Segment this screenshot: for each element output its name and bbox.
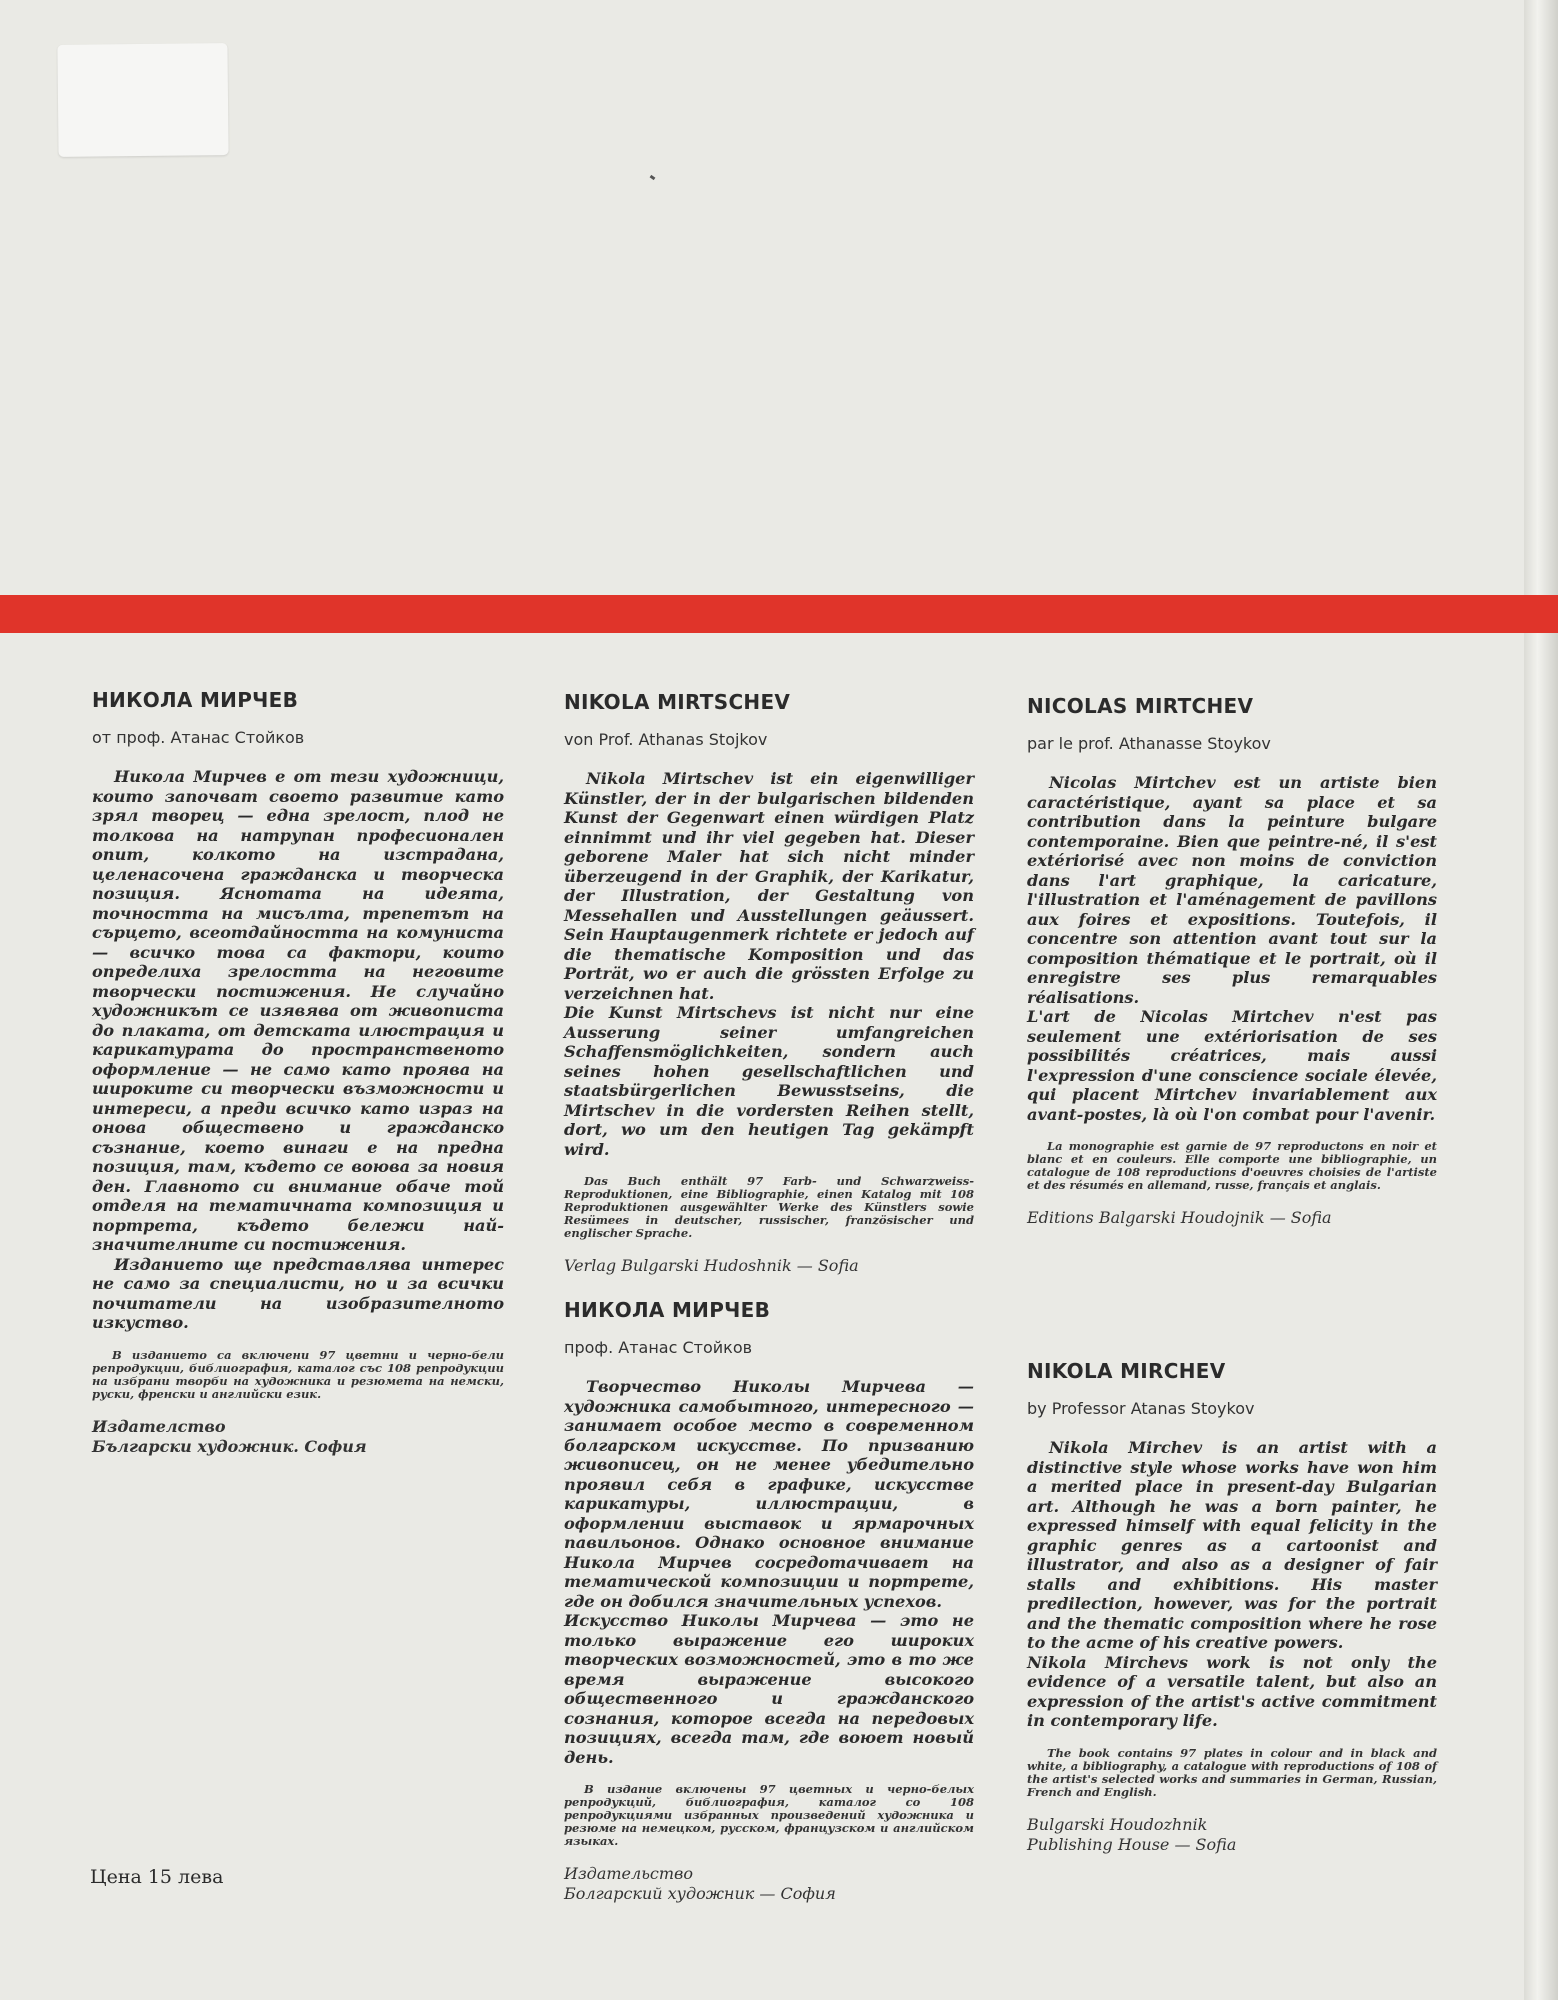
- french-paragraph-1: Nicolas Mirtchev est un artiste bien caractéristique, ayant sa place et sa contribution dans la peinture bulgare contemporaine. Bien que peintre-né, il s'est extériorisé avec non moins de conviction dans l'art graphique, la caricature, l'illustration et l'aménagement de pavillons aux foires et expositions. Toutefois, il concentre son attention avant tout sur la composition thématique et le portrait, où il enregistre ses plus remarquables réalisations.: [1027, 773, 1437, 1007]
- ink-speck: [650, 175, 656, 180]
- german-paragraph-1: Nikola Mirtschev ist ein eigenwilliger Künstler, der in der bulgarischen bildenden Kunst der Gegenwart einen würdigen Platz einnimmt und ihr viel gegeben hat. Dieser geborene Maler hat sich nicht minder überzeugend in der Graphik, der Karikatur, der Illustration, der Gestaltung von Messehallen und Ausstellungen geäussert. Sein Hauptaugenmerk richtete er jedoch auf die thematische Komposition und das Porträt, wo er auch die grössten Erfolge zu verzeichnen hat.: [564, 769, 974, 1003]
- bulgarian-author: от проф. Атанас Стойков: [92, 728, 305, 747]
- russian-section: [564, 1298, 974, 1904]
- french-note: La monographie est garnie de 97 reproductons en noir et blanc et en couleurs. Elle comporte une bibliographie, un catalogue de 108 reproductions d'oeuvres choisies de l'artiste et des résumés en allemand, russe, français et anglais.: [1027, 1139, 1437, 1192]
- russian-paragraph-1: Творчество Николы Мирчева — художника самобытного, интересного — занимает особое место в современном болгарском искусстве. По призванию живописец, он не менее убедительно проявил себя в графике, искусстве карикатуры, иллюстрации, в оформлении выставок и ярмарочных павильонов. Однако основное внимание Никола Мирчев сосредотачивает на тематической композиции и портрете, где он добился значительных успехов.: [564, 1377, 974, 1611]
- bulgarian-paragraph-2: Изданието ще представлява интерес не само за специалисти, но и за всички почитатели на изобразителното изкуство.: [92, 1254, 504, 1332]
- english-author: by Professor Atanas Stoykov: [1027, 1399, 1255, 1418]
- english-section: [1027, 1359, 1437, 1855]
- german-publisher: Verlag Bulgarski Hudoshnik — Sofia: [564, 1256, 859, 1275]
- price-label: Цена 15 лева: [90, 1866, 224, 1888]
- paper-sticker: [57, 43, 228, 157]
- russian-publisher: Издательство Болгарский художник — София: [564, 1864, 836, 1903]
- english-publisher: Bulgarski Houdozhnik Publishing House — Sofia: [1027, 1814, 1237, 1854]
- russian-title: НИКОЛА МИРЧЕВ: [564, 1298, 771, 1322]
- french-publisher: Editions Balgarski Houdojnik — Sofia: [1027, 1208, 1332, 1227]
- bulgarian-section: [92, 688, 504, 1457]
- english-title: NIKOLA MIRCHEV: [1027, 1359, 1226, 1383]
- russian-paragraph-2: Искусство Николы Мирчева — это не только выражение его широких творческих возможностей, это в то же время выражение высокого общественного и гражданского сознания, которое всегда на передовых позициях, всегда там, где воюет новый день.: [564, 1611, 974, 1767]
- bulgarian-note: В изданието са включени 97 цветни и черно-бели репродукции, библиография, каталог със 108 репродукции на избрани творби на художника и резюмета на немски, руски, френски и английски език.: [92, 1347, 504, 1401]
- french-author: par le prof. Athanasse Stoykov: [1027, 734, 1271, 753]
- page-edge: [1524, 0, 1558, 2000]
- french-title: NICOLAS MIRTCHEV: [1027, 694, 1254, 718]
- german-note: Das Buch enthält 97 Farb- und Schwarzweiss-Reproduktionen, eine Bibliographie, einen Katalog mit 108 Reproduktionen ausgewählter Werke des Künstlers sowie Resümees in deutscher, russischer, französischer und englischer Sprache.: [564, 1174, 974, 1240]
- bulgarian-publisher: Издателство Български художник. София: [92, 1416, 367, 1456]
- french-section: [1027, 694, 1437, 1228]
- bulgarian-title: НИКОЛА МИРЧЕВ: [92, 688, 299, 712]
- german-author: von Prof. Athanas Stojkov: [564, 730, 768, 749]
- german-paragraph-2: Die Kunst Mirtschevs ist nicht nur eine Ausserung seiner umfangreichen Schaffensmöglichkeiten, sondern auch seines hohen gesellschaftlichen und staatsbürgerlichen Bewusstseins, die Mirtschev in die vordersten Reihen stellt, dort, wo um den heutigen Tag gekämpft wird.: [564, 1003, 974, 1159]
- german-title: NIKOLA MIRTSCHEV: [564, 690, 791, 714]
- german-section: [564, 690, 974, 1276]
- french-paragraph-2: L'art de Nicolas Mirtchev n'est pas seulement une extériorisation de ses possibilités créatrices, mais aussi l'expression d'une conscience sociale élevée, qui placent Mirtchev invariablement aux avant-postes, là où l'on combat pour l'avenir.: [1027, 1007, 1437, 1124]
- bulgarian-text: [92, 767, 504, 1333]
- german-text: [564, 769, 974, 1159]
- red-band: [0, 595, 1558, 633]
- russian-note: В издание включены 97 цветных и черно-белых репродукций, библиография, каталог со 108 репродукциями избранных произведений художника и резюме на немецком, русском, французском и английском языках.: [564, 1782, 974, 1848]
- english-paragraph-2: Nikola Mirchevs work is not only the evidence of a versatile talent, but also an expression of the artist's active commitment in contemporary life.: [1027, 1652, 1437, 1730]
- english-note: The book contains 97 plates in colour and in black and white, a bibliography, a catalogue with reproductions of 108 of the artist's selected works and summaries in German, Russian, French and English.: [1027, 1745, 1437, 1799]
- english-paragraph-1: Nikola Mirchev is an artist with a distinctive style whose works have won him a merited place in present-day Bulgarian art. Although he was a born painter, he expressed himself with equal felicity in the graphic genres as a cartoonist and illustrator, and also as a designer of fair stalls and exhibitions. His master predilection, however, was for the portrait and the thematic composition where he rose to the acme of his creative powers.: [1027, 1438, 1437, 1652]
- russian-author: проф. Атанас Стойков: [564, 1338, 753, 1357]
- bulgarian-paragraph-1: Никола Мирчев е от тези художници, които започват своето развитие като зрял творец — една зрелост, плод не толкова на натрупан професионален опит, колкото на изстрадана, целенасочена гражданска и творческа позиция. Яснотата на идеята, точността на мисълта, трепетът на сърцето, всеотдайността на комуниста — всичко това са фактори, които определиха зрелостта на неговите творчески постижения. Не случайно художникът се изявява от живописта до плаката, от детската илюстрация и карикатурата до пространственото оформление — не само като проява на широките си творчески възможности и интереси, а преди всичко като израз на онова обществено и гражданско съзнание, което винаги е на предна позиция, там, където се воюва за новия ден. Главното си внимание обаче той отделя на тематичната композиция и портрета, където бележи най-значителните си постижения.: [92, 767, 504, 1254]
- french-text: [1027, 773, 1437, 1124]
- russian-text: [564, 1377, 974, 1767]
- english-text: [1027, 1438, 1437, 1731]
